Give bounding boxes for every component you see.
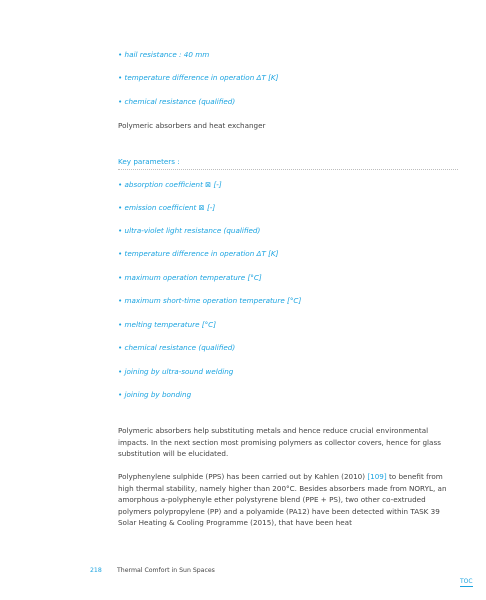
bullet-item: • ultra-violet light resistance (qualified) <box>118 226 261 235</box>
footer-title: Thermal Comfort in Sun Spaces <box>117 567 215 574</box>
bullet-item: • chemical resistance (qualified) <box>118 97 236 106</box>
bullet-item: • emission coefficient ⊠ [-] <box>118 203 216 212</box>
bullet-item: • maximum short-time operation temperature [°C] <box>118 296 302 305</box>
bullet-item: • maximum operation temperature [°C] <box>118 273 262 282</box>
paragraph-text: Polyphenylene sulphide (PPS) has been carried out by Kahlen (2010) <box>118 472 368 481</box>
bullet-item: • melting temperature [°C] <box>118 320 217 329</box>
bullet-item: • temperature difference in operation ΔT [K] <box>118 249 279 258</box>
dotted-divider <box>118 169 458 170</box>
page-number: 218 <box>90 567 102 574</box>
body-paragraph: Polymeric absorbers help substituting metals and hence reduce crucial environmental impacts. In the next section most promising polymers as collector covers, hence for glass substitution will be elucidated. <box>118 426 441 458</box>
bullet-item: • joining by ultra-sound welding <box>118 367 234 376</box>
bullet-item: • hail resistance : 40 mm <box>118 50 210 59</box>
bullet-item: • joining by bonding <box>118 390 192 399</box>
bullet-item: • absorption coefficient ⊠ [-] <box>118 180 222 189</box>
key-parameters-heading: Key parameters : <box>118 157 180 166</box>
bullet-item: • temperature difference in operation ΔT [K] <box>118 73 279 82</box>
citation-link[interactable]: [109] <box>367 472 387 481</box>
bullet-item: • chemical resistance (qualified) <box>118 343 236 352</box>
paragraph-text: to benefit from high thermal stability, namely higher than 200°C. Besides absorbers made from NORYL, an amorphous a-polyphenyle ether polystyrene blend (PPE + PS), two other co-extruded polymers polypropylene (PP) and a polyamide (PA12) have been detected within TASK 39 Solar Heating & Cooling Programme (2015), that have been heat <box>118 472 447 527</box>
toc-link[interactable]: TOC <box>460 578 473 585</box>
body-paragraph <box>118 471 454 529</box>
section-subheading: Polymeric absorbers and heat exchanger <box>118 121 266 130</box>
